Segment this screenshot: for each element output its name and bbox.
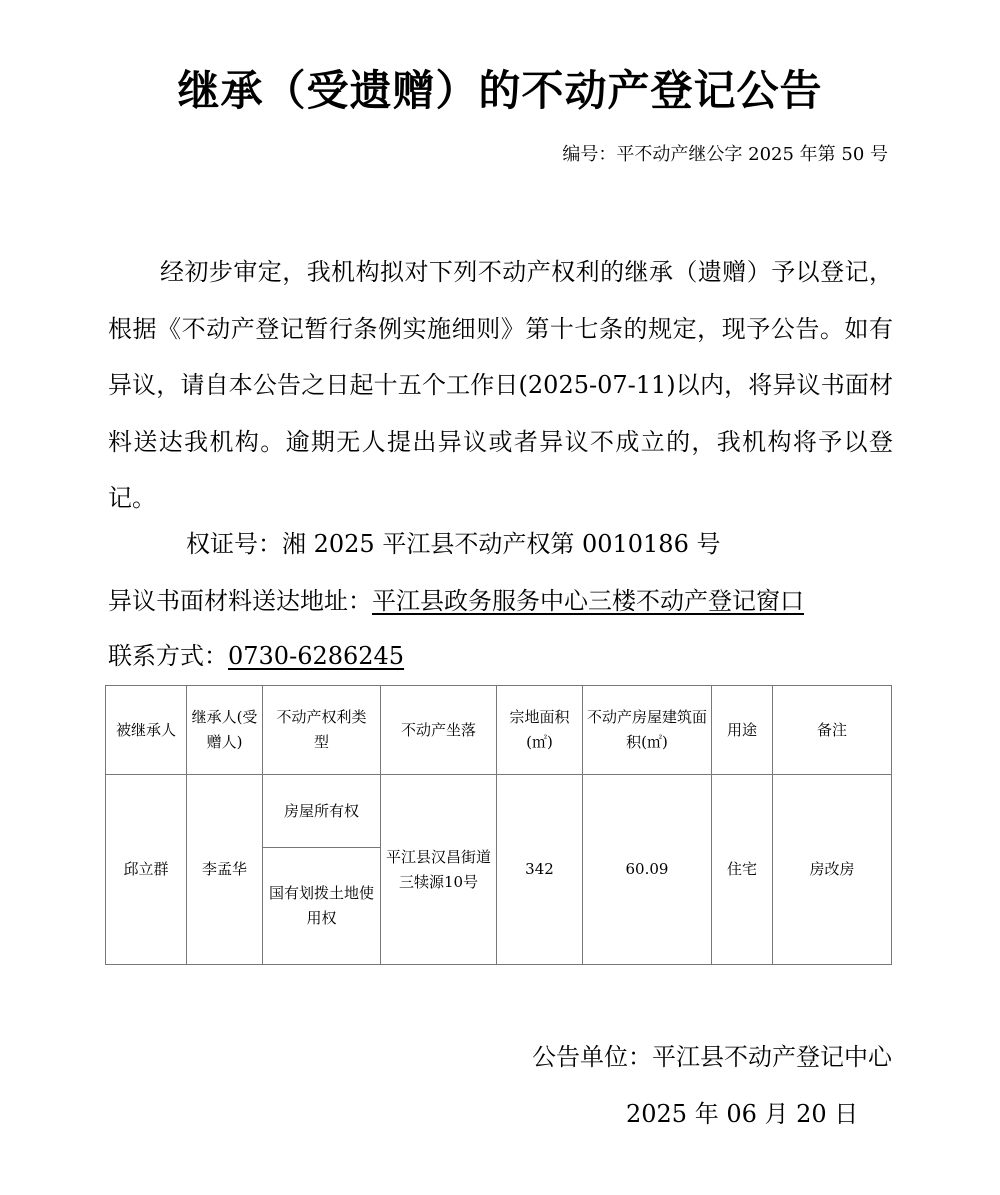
cell-location: 平江县汉昌街道三犊源10号	[381, 775, 497, 965]
header-heir: 继承人(受赠人)	[187, 686, 263, 775]
header-remark: 备注	[773, 686, 892, 775]
cell-usage: 住宅	[712, 775, 773, 965]
contact-info	[108, 639, 404, 673]
objection-address-value: 平江县政务服务中心三楼不动产登记窗口	[372, 587, 804, 615]
header-land-area: 宗地面积(㎡)	[497, 686, 583, 775]
cell-land-area: 342	[497, 775, 583, 965]
notice-number: 编号：平不动产继公字 2025 年第 50 号	[562, 144, 888, 165]
cell-right-type-1: 房屋所有权	[263, 775, 381, 848]
contact-label: 联系方式：	[108, 642, 228, 670]
notice-title: 继承（受遗赠）的不动产登记公告	[177, 66, 823, 115]
header-right-type: 不动产权利类 型	[263, 686, 381, 775]
table-header-row	[106, 686, 892, 775]
issue-date: 2025 年 06 月 20 日	[626, 1100, 859, 1128]
contact-phone: 0730-6286245	[228, 642, 405, 670]
issuing-unit: 公告单位：平江县不动产登记中心	[532, 1043, 892, 1071]
notice-body	[108, 244, 893, 527]
table-row	[106, 775, 892, 848]
header-decedent: 被继承人	[106, 686, 187, 775]
objection-address	[108, 584, 804, 618]
objection-address-label: 异议书面材料送达地址：	[108, 587, 372, 615]
cell-decedent: 邱立群	[106, 775, 187, 965]
cell-building-area: 60.09	[583, 775, 712, 965]
notice-paragraph: 经初步审定，我机构拟对下列不动产权利的继承（遗赠）予以登记，根据《不动产登记暂行条例实施细则》第十七条的规定，现予公告。如有异议，请自本公告之日起十五个工作日(2025-07-11)以内，将异议书面材料送达我机构。逾期无人提出异议或者异议不成立的，我机构将予以登记。	[108, 258, 893, 512]
certificate-number: 权证号：湘 2025 平江县不动产权第 0010186 号	[186, 530, 721, 558]
header-usage: 用途	[712, 686, 773, 775]
property-table	[105, 685, 892, 965]
header-location: 不动产坐落	[381, 686, 497, 775]
header-building-area: 不动产房屋建筑面积(㎡)	[583, 686, 712, 775]
cell-right-type-2: 国有划拨土地使用权	[263, 848, 381, 965]
cell-heir: 李孟华	[187, 775, 263, 965]
cell-remark: 房改房	[773, 775, 892, 965]
